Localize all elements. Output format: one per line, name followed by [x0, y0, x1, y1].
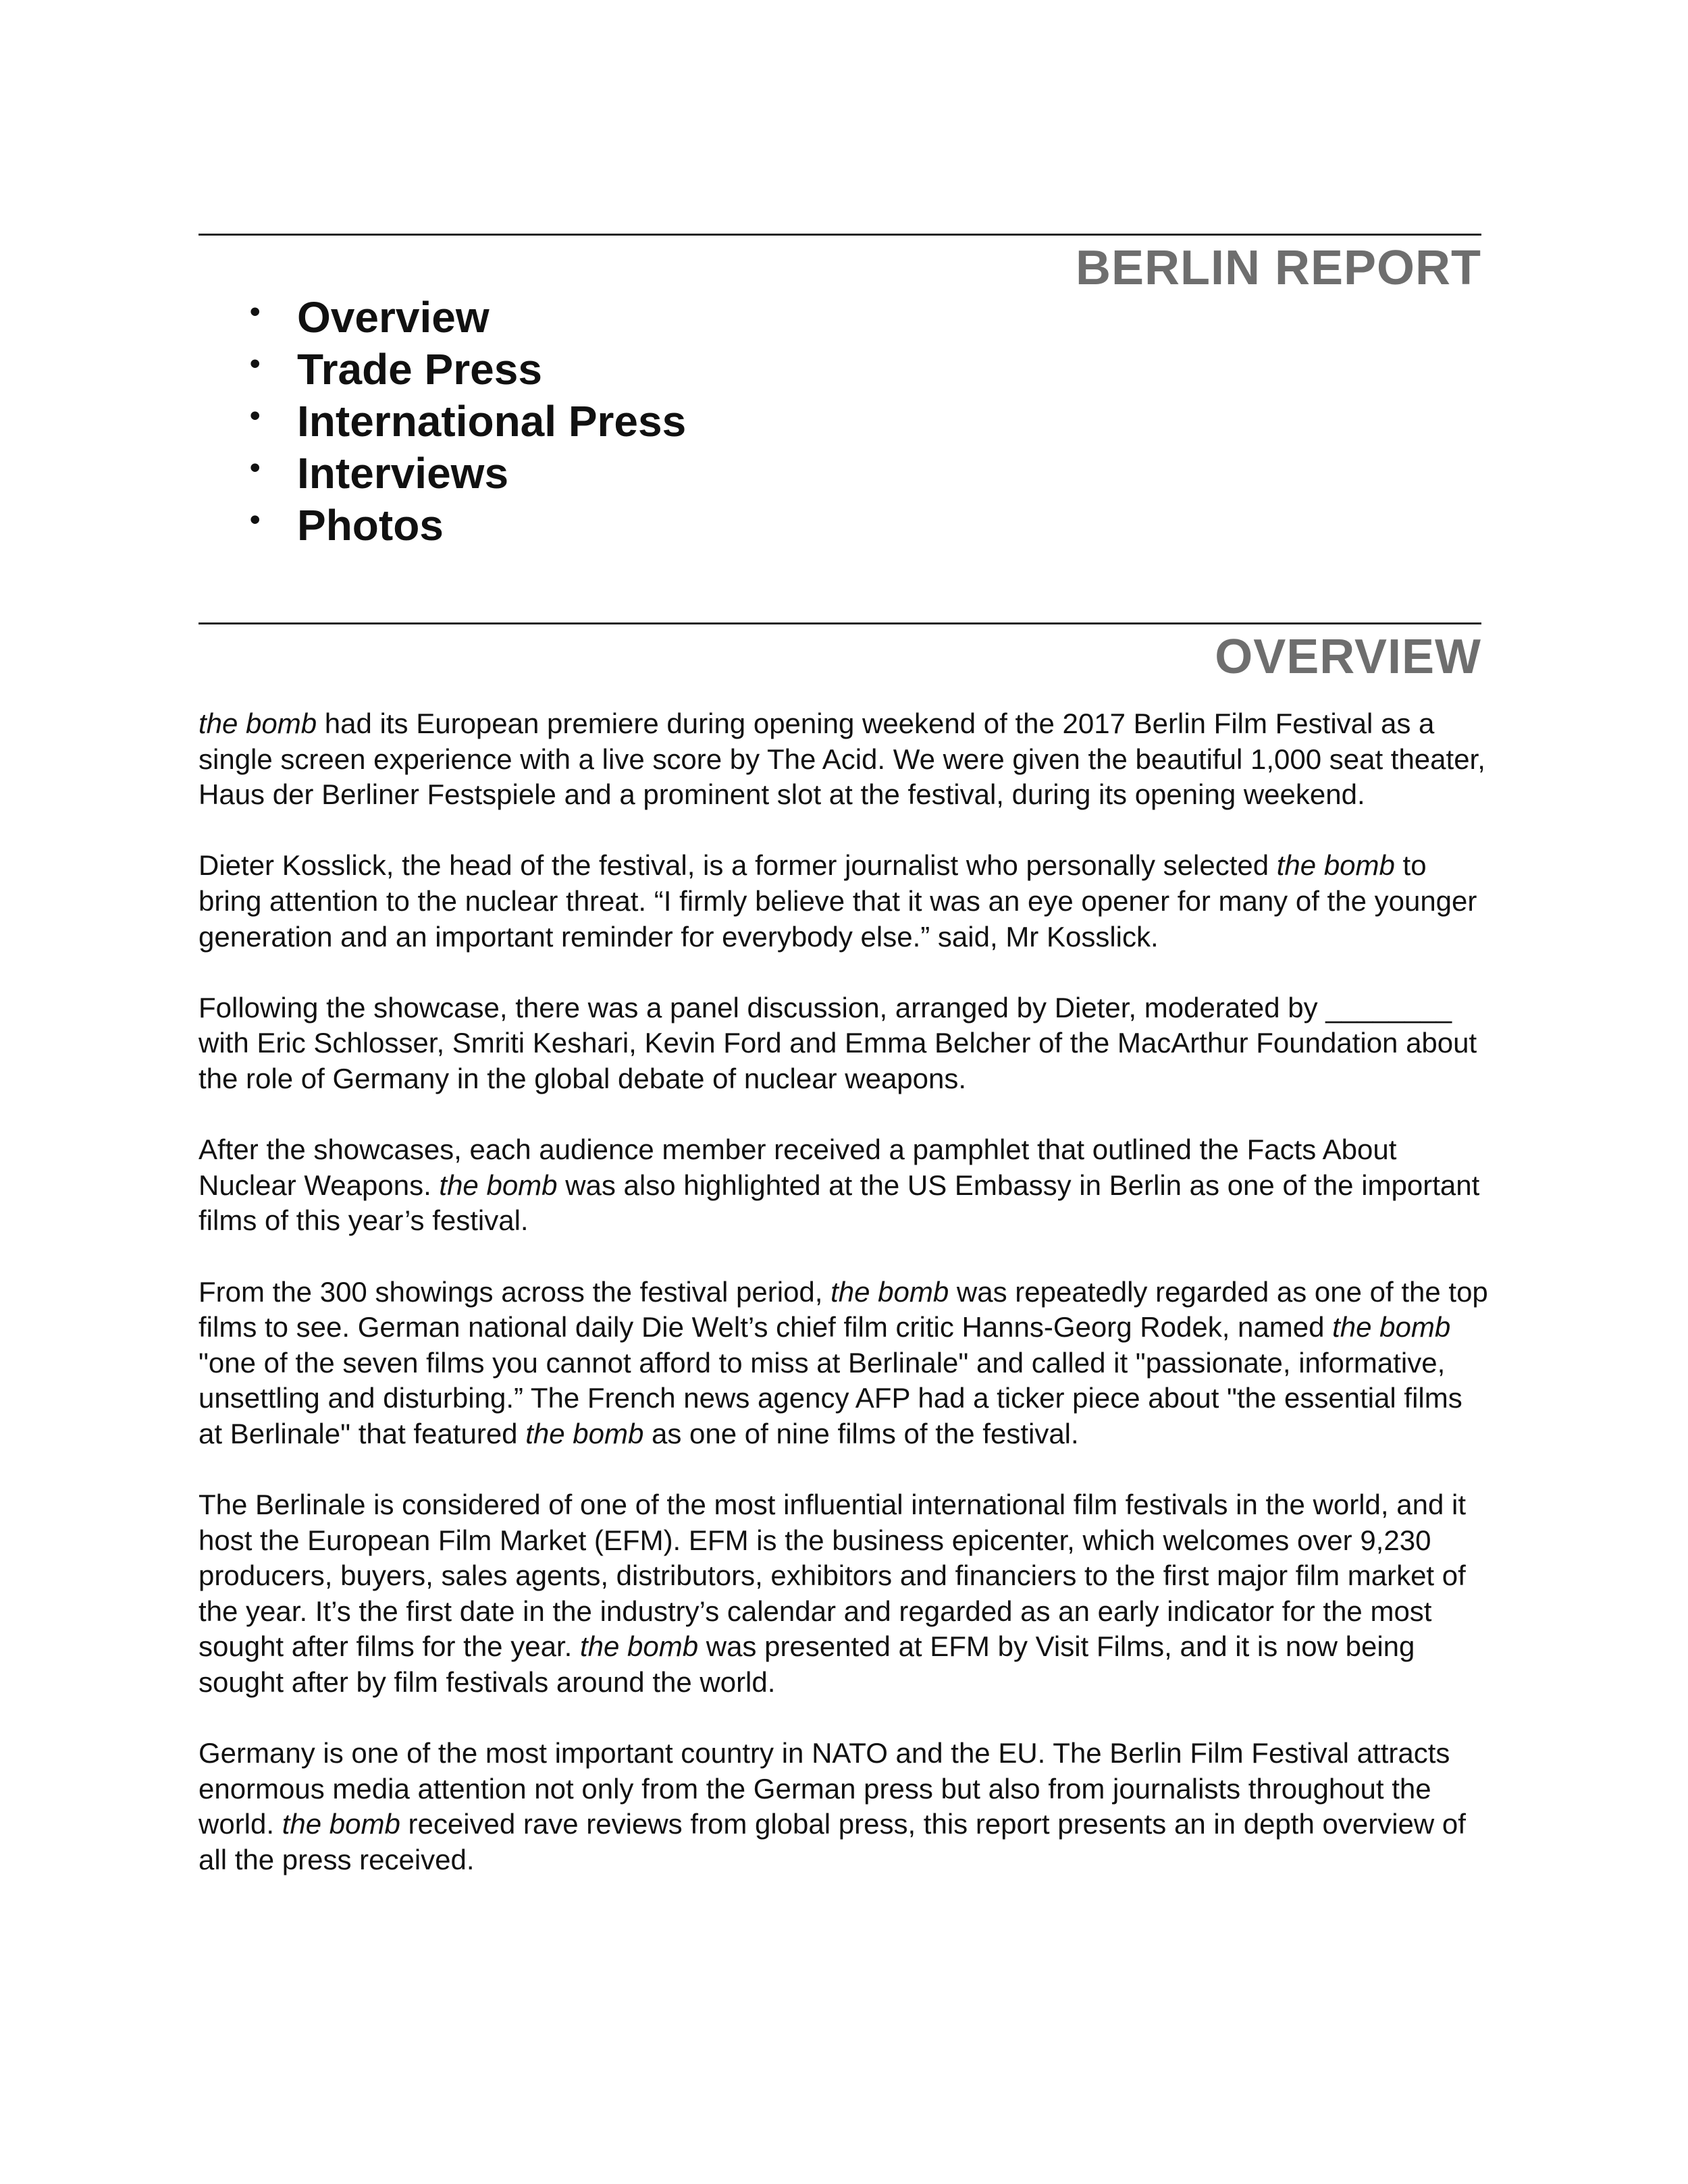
overview-body: [199, 706, 1492, 1913]
header-divider: [199, 234, 1481, 236]
film-title: the bomb: [579, 1630, 699, 1663]
paragraph-text: had its European premiere during opening weekend of the 2017 Berlin Film Festival as a single screen experience with a live score by The Acid. We were given the beautiful 1,000 seat theater, Haus der Berliner Festspiele and a prominent slot at the festival, during its opening weekend.: [199, 708, 1485, 811]
table-of-contents: [250, 292, 686, 552]
film-title: the bomb: [830, 1275, 949, 1308]
paragraph-text: Following the showcase, there was a panel discussion, arranged by Dieter, moderated by ________ with Eric Schlosser, Smriti Keshari, Kevin Ford and Emma Belcher of the MacArthur Foundation about the role of Germany in the global debate of nuclear weapons.: [199, 991, 1477, 1094]
film-title: the bomb: [525, 1417, 644, 1449]
bullet-icon: •: [250, 347, 261, 380]
overview-heading: OVERVIEW: [1215, 630, 1481, 684]
overview-paragraph-2: [199, 848, 1492, 955]
paragraph-text: was repeatedly regarded as one of the top films to see. German national daily Die Welt’s chief film critic Hanns-Georg Rodek, named: [199, 1275, 1488, 1343]
film-title: the bomb: [199, 708, 317, 739]
toc-item-label: Photos: [297, 501, 444, 550]
overview-paragraph-1: [199, 706, 1492, 813]
paragraph-text: Dieter Kosslick, the head of the festival, is a former journalist who personally selected: [199, 849, 1277, 882]
paragraph-text: to bring attention to the nuclear threat. “I firmly believe that it was an eye opener for many of the younger generation and an important reminder for everybody else.” said, Mr Kosslick.: [199, 849, 1477, 953]
paragraph-text: The Berlinale is considered of one of the most influential international film festivals in the world, and it host the European Film Market (EFM). EFM is the business epicenter, which welcomes over 9,230 producers, buyers, sales agents, distributors, exhibitors and financiers to the first major film market of the year. It’s the first date in the industry’s calendar and regarded as an early indicator for the most sought after films for the year.: [199, 1489, 1466, 1663]
film-title: the bomb: [282, 1808, 400, 1840]
toc-item-interviews[interactable]: [250, 448, 686, 500]
paragraph-text: as one of nine films of the festival.: [643, 1417, 1079, 1449]
paragraph-text: From the 300 showings across the festival period,: [199, 1275, 831, 1308]
toc-item-label: International Press: [297, 397, 687, 446]
report-title: BERLIN REPORT: [1075, 241, 1481, 295]
paragraph-text: "one of the seven films you cannot afford to miss at Berlinale" and called it "passionate, informative, unsettling and disturbing.” The French news agency AFP had a ticker piece about "the essential films at Berlinale" that featured: [199, 1346, 1462, 1449]
bullet-icon: •: [250, 451, 261, 484]
overview-paragraph-3: [199, 990, 1492, 1097]
toc-item-photos[interactable]: [250, 500, 686, 552]
toc-item-label: Trade Press: [297, 345, 542, 394]
overview-paragraph-6: [199, 1487, 1492, 1701]
film-title: the bomb: [1276, 849, 1395, 882]
toc-item-label: Interviews: [297, 449, 509, 498]
toc-item-international-press[interactable]: [250, 396, 686, 448]
overview-paragraph-4: [199, 1132, 1492, 1239]
bullet-icon: •: [250, 295, 261, 328]
film-title: the bomb: [439, 1169, 558, 1201]
toc-item-trade-press[interactable]: [250, 344, 686, 396]
bullet-icon: •: [250, 503, 261, 536]
paragraph-text: was presented at EFM by Visit Films, and it is now being sought after by film festivals around the world.: [199, 1630, 1415, 1699]
paragraph-text: was also highlighted at the US Embassy in Berlin as one of the important films of this year’s festival.: [199, 1169, 1480, 1237]
paragraph-text: received rave reviews from global press, this report presents an in depth overview of all the press received.: [199, 1808, 1466, 1875]
film-title: the bomb: [1332, 1311, 1451, 1343]
paragraph-text: Germany is one of the most important country in NATO and the EU. The Berlin Film Festival attracts enormous media attention not only from the German press but also from journalists throughout the world.: [199, 1737, 1450, 1840]
toc-item-overview[interactable]: [250, 292, 686, 344]
overview-divider: [199, 622, 1481, 624]
overview-paragraph-7: [199, 1736, 1492, 1877]
overview-paragraph-5: [199, 1275, 1492, 1452]
toc-item-label: Overview: [297, 293, 490, 342]
bullet-icon: •: [250, 399, 261, 432]
paragraph-text: After the showcases, each audience member received a pamphlet that outlined the Facts About Nuclear Weapons.: [199, 1134, 1397, 1201]
